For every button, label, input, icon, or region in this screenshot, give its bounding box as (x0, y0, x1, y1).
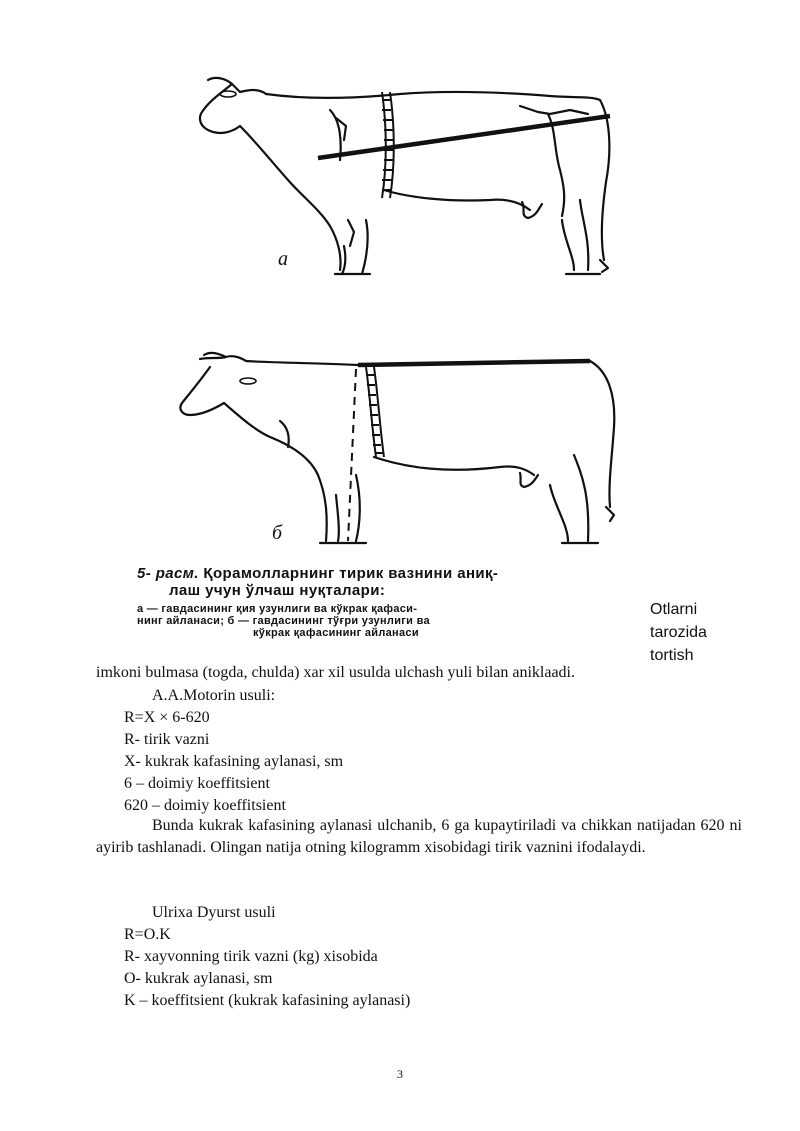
method1-formula: R=X × 6-620 (124, 709, 210, 726)
side-note-line: tarozida (650, 624, 707, 641)
caption-legend (137, 603, 597, 639)
method1-definition-620: 620 – doimiy koeffitsient (124, 797, 286, 814)
figure-a-label: а (278, 248, 288, 270)
method2-formula: R=O.K (124, 926, 171, 943)
method1-title: A.A.Motorin usuli: (152, 687, 276, 704)
cow-illustration-a (170, 70, 630, 285)
caption-legend-line1: а — гавдасининг қия узунлиги ва кўкрак қафаси- (137, 603, 418, 615)
caption-title (137, 565, 597, 582)
method1-definition-r: R- tirik vazni (124, 731, 210, 748)
method2-definition-o: O- kukrak aylanasi, sm (124, 970, 273, 987)
caption-legend-line3: кўкрак қафасининг айланаси (253, 627, 419, 639)
figure-b-label: б (272, 522, 283, 544)
method1-definition-6: 6 – doimiy koeffitsient (124, 775, 270, 792)
cow-figure-a (170, 70, 630, 285)
caption-title-text: Қорамолларнинг тирик вазнини аниқ- (203, 565, 499, 582)
page-number: 3 (397, 1067, 403, 1081)
caption-figure-number: 5- расм. (137, 565, 199, 582)
side-note-line: Otlarni (650, 601, 698, 618)
side-note-line: tortish (650, 647, 694, 664)
method1-definition-x: X- kukrak kafasining aylanasi, sm (124, 753, 344, 770)
cow-figure-b (170, 345, 630, 555)
figure-caption (137, 565, 597, 639)
cow-illustration-b (170, 345, 630, 555)
method2-definition-k: K – koeffitsient (kukrak kafasining aylanasi) (124, 992, 411, 1009)
method1-explanation: Bunda kukrak kafasining aylanasi ulchanib, 6 ga kupaytiriladi va chikkan natijadan 620 ni ayirib tashlanadi. Olingan natija otning kilogramm xisobidagi tirik vaznini ifodalaydi. (96, 817, 742, 856)
side-note (650, 598, 750, 667)
caption-title-line2: лаш учун ўлчаш нуқталари: (169, 582, 386, 599)
continuation-line: imkoni bulmasa (togda, chulda) xar xil usulda ulchash yuli bilan aniklaadi. (96, 664, 575, 681)
caption-legend-line2: нинг айланаси; б — гавдасининг тўғри узунлиги ва (137, 615, 430, 627)
method2-definition-r: R- xayvonning tirik vazni (kg) xisobida (124, 948, 378, 965)
method2-title: Ulrixa Dyurst usuli (152, 904, 276, 921)
